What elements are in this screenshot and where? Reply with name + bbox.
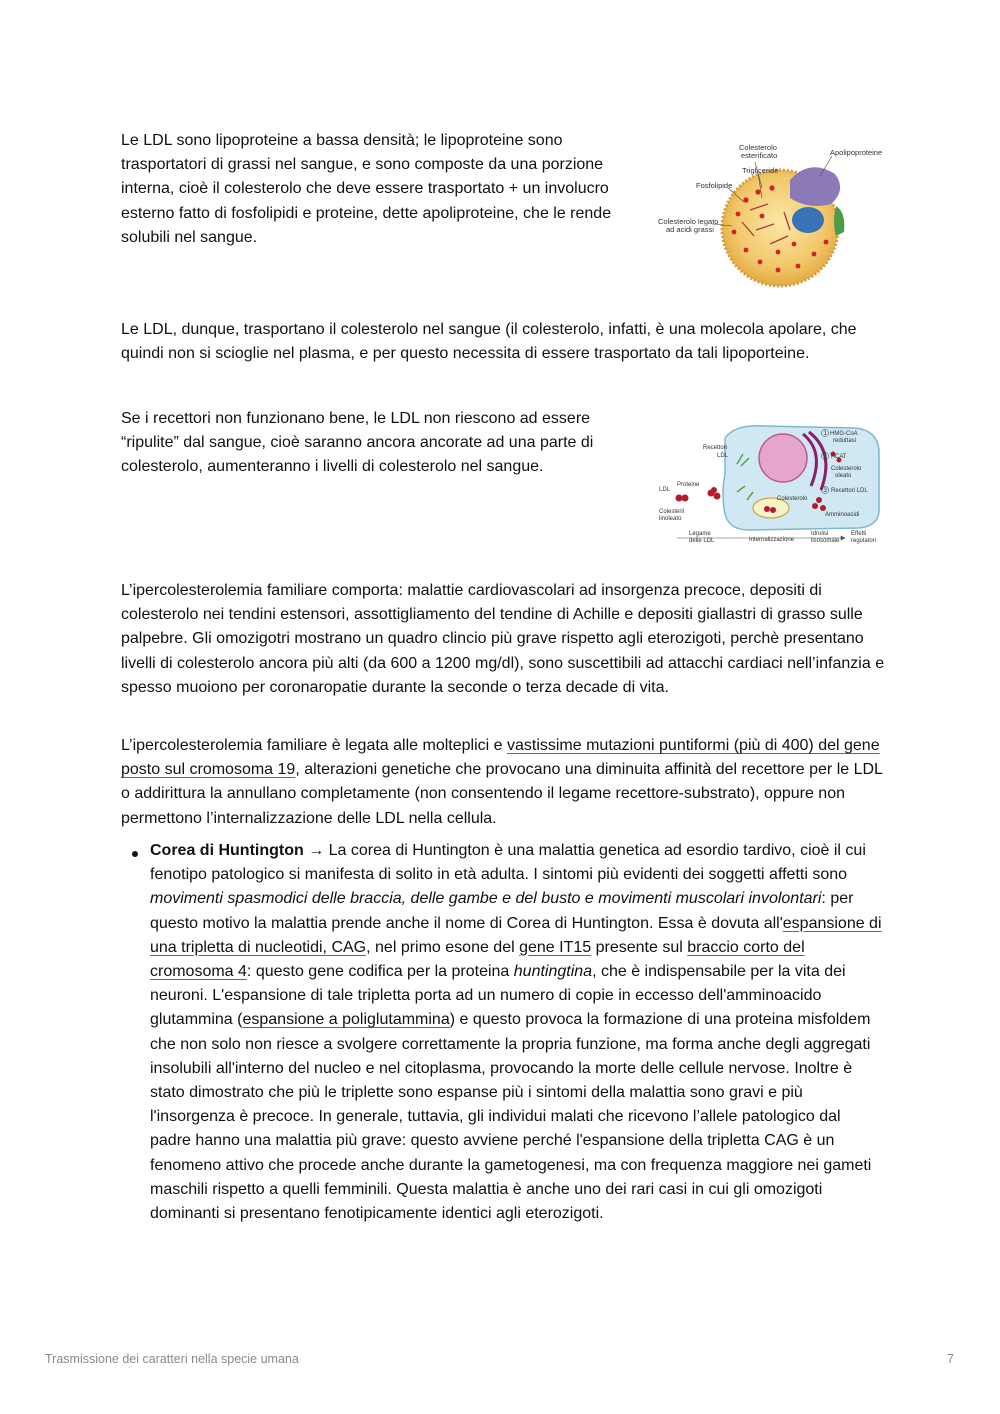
lipoprotein-figure [650, 140, 890, 290]
nucleus [759, 434, 807, 482]
text-span: : per questo motivo la malattia prende anche il nome di Corea di Huntington. Essa è dovuta all' [150, 890, 854, 932]
text-span: L’ipercolesterolemia familiare è legata alle molteplici e [121, 737, 507, 754]
label-recettori-ldl-3: Recettori LDL [831, 488, 868, 494]
label-amminoacidi: Amminoacidi [825, 512, 860, 518]
step-effetti-2: regolatori [851, 538, 877, 544]
step-number-3: 3 [823, 488, 827, 494]
label-recettori-ldl-2: LDL [717, 453, 729, 459]
emphasis-movimenti: movimenti spasmodici delle braccia, delle gambe e del busto e movimenti muscolari involontari [150, 890, 822, 908]
paragraph-ipercolesterolemia-1: L’ipercolesterolemia familiare comporta: malattie cardiovascolari ad insorgenza precoce, depositi di colesterolo nei tendini estensori, assottigliamento del tendine di Achille e depositi giallastri di grasso sulle palpebre. Gli omozigotri mostrano un quadro clincio più grave rispetto agli eterozigoti, perchè presentano livelli di colesterolo ancora più alti (da 600 a 1200 mg/dl), sono suscettibili ad attacchi cardiaci nell’infanzia e spesso muoiono per coronaropatie durante la seconde o terza decade di vita. [121, 582, 885, 696]
step-legame: Legame [689, 531, 711, 537]
paragraph-ldl-transport: Le LDL, dunque, trasportano il colesterolo nel sangue (il colesterolo, infatti, è una molecola apolare, che quindi non si scioglie nel plasma, e per questo necessita di essere trasportato da tali lipoporteine. [121, 321, 857, 363]
label-hmg-coa-2: reduttasi [833, 438, 857, 444]
link-espansione-tripletta[interactable]: espansione di una tripletta di nucleotidi, CAG [150, 914, 882, 956]
paragraph-ipercolesterolemia-2 [121, 734, 891, 831]
link-poliglutammina[interactable]: espansione a poliglutammina [242, 1011, 450, 1029]
bullet-point [132, 851, 138, 857]
label-colesterolo-legato: Colesterolo legato [658, 217, 719, 226]
label-colesterolo-legato-2: ad acidi grassi [666, 225, 714, 234]
apolipoprotein-blue [792, 207, 824, 233]
step-number-1: 1 [823, 431, 827, 437]
link-gene-it15[interactable]: gene IT15 [519, 938, 592, 956]
label-colesteril-2: linoleato [659, 516, 682, 522]
label-acat: ACAT [831, 454, 847, 460]
bullet-huntington [150, 839, 884, 1226]
label-colesterolo-esterificato-2: esterificato [741, 151, 778, 160]
label-colesterolo-oleato-2: oleato [835, 473, 852, 479]
label-colesterolo: Colesterolo [777, 496, 808, 502]
label-colesteril: Colesteril [659, 509, 685, 515]
step-effetti: Effetti [851, 531, 867, 537]
text-span: , alterazioni genetiche che provocano una diminuita affinità del recettore per le LDL o addirittura la annullano completamente (non consentendo il legame recettore-substrato), oppure non permettono l’internalizzazione delle LDL nella cellula. [121, 761, 883, 827]
footer-page-number: 7 [947, 1352, 954, 1366]
text-span: La corea di Huntington è una malattia genetica ad esordio tardivo, cioè il cui fenotipo patologico si manifesta di solito in età adulta. I sintomi più evidenti dei soggetti affetti sono [150, 842, 866, 884]
arrow-symbol: → [303, 842, 329, 859]
link-braccio-corto[interactable]: braccio corto del cromosoma 4 [150, 938, 805, 981]
text-span: : questo gene codifica per la proteina [246, 963, 514, 981]
step-number-2: 2 [823, 454, 827, 460]
paragraph-ldl-intro: Le LDL sono lipoproteine a bassa densità; le lipoproteine sono trasportatori di grassi nel sangue, e sono composte da una porzione interna, cioè il colesterolo che deve essere trasportato + un involucro esterno fatto di fosfolipidi e proteine, dette apoliproteine, che le rende solubili nel sangue. [121, 132, 612, 246]
emphasis-huntingtina: huntingtina [513, 963, 593, 981]
label-recettori-ldl: Recettori [703, 445, 728, 451]
step-legame-2: delle LDL [689, 538, 715, 544]
link-mutazioni-puntiformi[interactable]: vastissime mutazioni puntiformi (più di 400) del gene posto sul cromosoma 19 [121, 737, 880, 779]
label-apolipoproteine: Apolipoproteine [830, 148, 883, 157]
step-idrolisi-2: lisosomale [811, 538, 840, 544]
label-ldl: LDL [659, 487, 671, 493]
label-colesterolo-esterificato: Colesterolo [739, 143, 777, 152]
bullet-title: Corea di Huntington [150, 842, 304, 859]
text-span: , che è indispensabile per la vita dei neuroni. L'espansione di tale tripletta porta ad un numero di copie in eccesso dell'amminoacido glutammina ( [150, 963, 846, 1029]
label-trigliceride: Trigliceride [742, 166, 779, 175]
step-internalizzazione: Internalizzazione [749, 537, 795, 543]
text-span: presente sul [591, 938, 688, 956]
paragraph-recettori: Se i recettori non funzionano bene, le LDL non riescono ad essere “ripulite” dal sangue, cioè saranno ancora ancorate ad una parte di colesterolo, aumenteranno i livelli di colesterolo nel sangue. [121, 410, 594, 476]
ldl-receptor-cell-figure [655, 422, 887, 550]
text-span: ) e questo provoca la formazione di una proteina misfoldem che non solo non riesce a svolgere correttamente la propria funzione, ma forma anche degli aggregati insolubili all'interno del nucleo e nel citoplasma, provocando la morte delle cellule nervose. Inoltre è stato dimostrato che più le triplette sono espanse più i sintomi della malattia sono gravi e più l'insorgenza è precoce. In generale, tuttavia, gli individui malati che ricevono l’allele patologico dal padre hanno una malattia più grave: questo avviene perché l'espansione della tripletta CAG è un fenomeno attivo che procede anche durante la gametogenesi, ma con frequenza maggiore nei gameti maschili rispetto a quelli femminili. Questa malattia è anche uno dei rari casi in cui gli omozigoti dominanti si presentano fenotipicamente identici agli eterozigoti. [150, 1011, 872, 1223]
label-colesterolo-oleato: Colesterolo [831, 466, 862, 472]
label-proteine: Proteine [677, 482, 700, 488]
apolipoprotein-green [834, 206, 844, 236]
text-span: , nel primo esone del [366, 938, 520, 956]
label-fosfolipide: Fosfolipide [696, 181, 733, 190]
label-hmg-coa: HMG-CoA [830, 431, 858, 437]
step-idrolisi: Idrolisi [811, 531, 829, 537]
footer-title: Trasmissione dei caratteri nella specie umana [45, 1352, 299, 1366]
